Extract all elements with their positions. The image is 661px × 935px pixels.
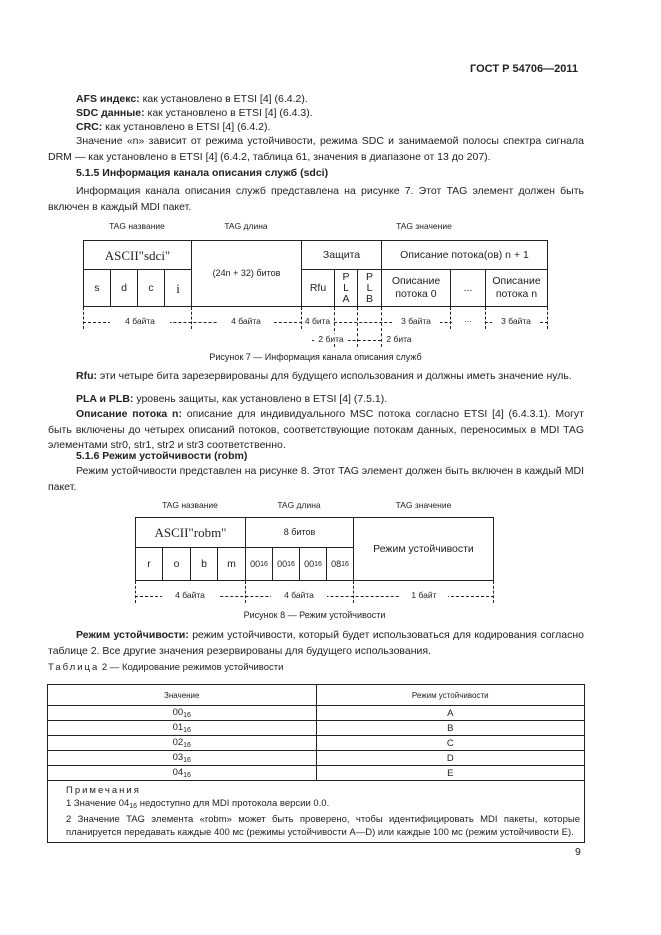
table-row <box>48 706 585 721</box>
robm-def <box>48 628 584 659</box>
table-row <box>48 766 585 781</box>
fig8-label-name: TAG название <box>162 500 218 510</box>
value-sub: 16 <box>183 772 191 779</box>
note-2: 2 Значение TAG элемента «robm» может быть проверено, чтобы идентифицировать MDI пакеты, которые планируется передавать каждые 400 мс (режимы устойчивости A—D) или каждые 100 мс (режим устойчивости E). <box>66 814 580 838</box>
fig8-hex-value: 08 <box>331 558 342 569</box>
value-sub: 16 <box>183 742 191 749</box>
fig7-protection: Защита <box>301 240 382 270</box>
rfu-def-text: эти четыре бита зарезервированы для будущего использования и должны иметь значение нуль. <box>97 370 572 382</box>
fig7-tick <box>450 307 451 329</box>
fig8-value: Режим устойчивости <box>353 517 494 581</box>
fig8-tick <box>245 581 246 603</box>
table-row <box>48 721 585 736</box>
table-notes-row <box>48 781 585 843</box>
fig7-dim-label: 4 бита <box>302 316 333 326</box>
fig7-dim-label: 3 байта <box>392 316 440 326</box>
note-1-b: недоступно для MDI протокола версии 0.0. <box>137 798 330 809</box>
table-cell-mode: E <box>316 766 585 781</box>
value-text: 01 <box>172 722 184 733</box>
fig7-tick <box>191 307 192 329</box>
value-sub: 16 <box>183 727 191 734</box>
fig7-dim-label: 4 байта <box>218 316 274 326</box>
fig8-tick <box>353 581 354 603</box>
afs-label: AFS индекс: <box>76 93 140 105</box>
section-515-heading: 5.1.5 Информация канала описания служб (sdci) <box>76 167 329 179</box>
fig7-plb: P L B <box>357 269 382 307</box>
table-cell-mode: B <box>316 721 585 736</box>
fig8-hex-value: 00 <box>277 558 288 569</box>
robm-def-text: режим устойчивости, который будет использоваться для кодирования согласно таблице 2. Все другие значения резервированы для будущего использования. <box>48 629 584 657</box>
fig7-descn: Описание потока n <box>485 269 548 307</box>
table2-title-text: 2 — Кодирование режимов устойчивости <box>99 662 284 673</box>
value-sub: 16 <box>183 757 191 764</box>
table-notes <box>48 781 585 843</box>
sdc-text: как установлено в ETSI [4] (6.4.3). <box>144 107 313 119</box>
table-cell-value <box>48 736 317 751</box>
fig7-desc0: Описание потока 0 <box>381 269 451 307</box>
fig8-letter-b: b <box>190 547 218 581</box>
value-text: 00 <box>172 707 184 718</box>
fig7-caption: Рисунок 7 — Информация канала описания служб <box>209 352 422 362</box>
rfu-def <box>48 369 584 385</box>
fig8-hex-sub: 16 <box>260 560 268 568</box>
fig7-dim-label: ... <box>452 314 484 324</box>
table-cell-value <box>48 766 317 781</box>
rfu-def-label: Rfu: <box>76 370 97 382</box>
n-note: Значение «n» зависит от режима устойчивости, режима SDC и занимаемой полосы спектра сигнала DRM — как установлено в ETSI [4] (6.4.2, таблица 61, значения в диапазоне от 13 до 207). <box>48 135 584 163</box>
fig7-dim-label: 2 бита <box>314 334 348 344</box>
fig8-hex-0 <box>245 547 273 581</box>
value-text: 04 <box>172 767 184 778</box>
fig8-ascii: ASCII"robm" <box>135 517 246 548</box>
table2-title-prefix: Таблица <box>48 662 100 673</box>
table-cell-value <box>48 706 317 721</box>
value-text: 02 <box>172 737 184 748</box>
fig7-dots: ... <box>450 269 486 307</box>
fig7-label-name: TAG название <box>109 221 165 231</box>
table-cell-mode: A <box>316 706 585 721</box>
fig8-length: 8 битов <box>245 517 354 548</box>
pla-def-label: PLA и PLB: <box>76 393 134 405</box>
value-text: 03 <box>172 752 184 763</box>
fig8-letter-o: o <box>162 547 191 581</box>
page-number: 9 <box>575 846 581 858</box>
fig7-letter-d: d <box>110 269 138 307</box>
afs-text: как установлено в ETSI [4] (6.4.2). <box>139 93 308 105</box>
fig8-label-length: TAG длина <box>277 500 321 510</box>
table-cell-value <box>48 721 317 736</box>
fig8-hex-value: 00 <box>250 558 261 569</box>
fig7-ascii: ASCII"sdci" <box>83 240 192 270</box>
fig8-hex-value: 00 <box>304 558 315 569</box>
fig7-dim-label: 3 байта <box>492 316 540 326</box>
fig8-letter-m: m <box>217 547 246 581</box>
table-row <box>48 751 585 766</box>
table-row <box>48 736 585 751</box>
table2-title <box>48 662 283 673</box>
fig7-dim-label: 2 бита <box>382 334 416 344</box>
fig7-letter-s: s <box>83 269 111 307</box>
table-cell-mode: C <box>316 736 585 751</box>
table-header-mode: Режим устойчивости <box>316 685 585 706</box>
fig7-label-value: TAG значение <box>396 221 452 231</box>
fig7-dim-label: 4 байта <box>110 316 170 326</box>
value-sub: 16 <box>183 712 191 719</box>
fig7-tick <box>485 307 486 329</box>
desc-def-text: описание для индивидуального MSC потока согласно ETSI [4] (6.4.3.1). Могут быть включены до четырех описаний потоков, соответствующие потокам данных, переносимых в MDI TAG элементами str0, str1, str2 и str3 соответственно. <box>48 408 584 451</box>
table-header-row <box>48 685 585 706</box>
fig8-tick <box>493 581 494 603</box>
pla-def <box>76 392 584 408</box>
fig7-tick <box>547 307 548 329</box>
fig8-label-value: TAG значение <box>395 500 452 510</box>
fig8-hex-1 <box>272 547 300 581</box>
fig7-label-length: TAG длина <box>224 221 268 231</box>
fig7-rfu: Rfu <box>301 269 335 307</box>
desc-def <box>48 407 584 454</box>
fig8-hex-sub: 16 <box>287 560 295 568</box>
table-cell-mode: D <box>316 751 585 766</box>
table-header-value: Значение <box>48 685 317 706</box>
fig7-pla: P L A <box>334 269 358 307</box>
table-cell-value <box>48 751 317 766</box>
standard-header: ГОСТ Р 54706—2011 <box>470 63 578 75</box>
desc-def-label: Описание потока n: <box>76 408 182 420</box>
section-515-text: Информация канала описания служб представлена на рисунке 7. Этот TAG элемент должен быть включен в каждый MDI пакет. <box>48 185 584 213</box>
fig8-dim-label: 4 байта <box>162 590 218 600</box>
crc-label: CRC: <box>76 121 103 133</box>
fig8-hex-sub: 16 <box>314 560 322 568</box>
fig8-caption: Рисунок 8 — Режим устойчивости <box>243 610 386 620</box>
section-516-text: Режим устойчивости представлен на рисунке 8. Этот TAG элемент должен быть включен в каждый MDI пакет. <box>48 465 584 493</box>
fig8-hex-sub: 16 <box>341 560 349 568</box>
fig7-length: (24n + 32) битов <box>191 240 302 307</box>
note-1 <box>66 797 580 813</box>
fig8-hex-2 <box>299 547 327 581</box>
fig7-tick <box>83 307 84 329</box>
fig8-dim-label: 4 байта <box>271 590 327 600</box>
fig8-hex-3 <box>326 547 354 581</box>
fig7-letter-i: i <box>164 269 192 307</box>
table-2 <box>47 684 585 843</box>
fig7-stream-desc: Описание потока(ов) n + 1 <box>381 240 548 270</box>
fig7-tick <box>357 307 358 347</box>
note-1-sub: 16 <box>129 803 138 810</box>
note-1-a: 1 Значение 04 <box>66 798 130 809</box>
section-516-heading: 5.1.6 Режим устойчивости (robm) <box>76 450 248 462</box>
fig7-letter-c: c <box>137 269 165 307</box>
robm-def-label: Режим устойчивости: <box>76 629 189 641</box>
crc-text: как установлено в ETSI [4] (6.4.2). <box>102 121 271 133</box>
fig8-dim-label: 1 байт <box>400 590 448 600</box>
notes-title: Примечания <box>66 785 141 796</box>
fig8-tick <box>135 581 136 603</box>
fig8-letter-r: r <box>135 547 163 581</box>
sdc-label: SDC данные: <box>76 107 145 119</box>
pla-def-text: уровень защиты, как установлено в ETSI [4] (7.5.1). <box>133 393 388 405</box>
